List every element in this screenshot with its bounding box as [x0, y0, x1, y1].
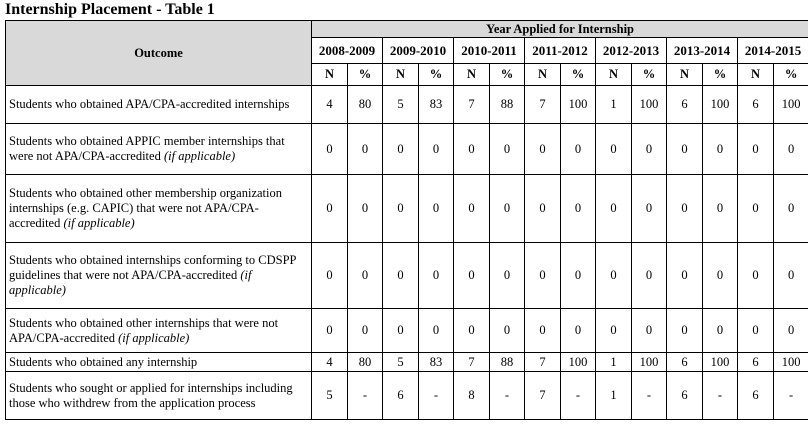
percent-header: %: [774, 64, 808, 86]
outcome-label-cell: [6, 309, 312, 353]
n-cell: 0: [596, 243, 632, 309]
percent-cell: 0: [419, 309, 454, 353]
percent-cell: 100: [703, 353, 738, 372]
percent-cell: 0: [774, 124, 808, 175]
percent-cell: 80: [348, 353, 383, 372]
n-cell: 0: [596, 124, 632, 175]
percent-header: %: [419, 64, 454, 86]
n-cell: 6: [738, 353, 774, 372]
n-cell: 0: [667, 175, 703, 243]
percent-cell: 100: [774, 353, 808, 372]
table-row: [6, 124, 808, 175]
n-cell: 0: [667, 243, 703, 309]
outcome-note: (if applicable): [118, 330, 190, 345]
table-title: Internship Placement - Table 1: [5, 1, 215, 18]
n-cell: 1: [596, 372, 632, 420]
year-header: 2009-2010: [383, 38, 454, 64]
percent-cell: 0: [774, 175, 808, 243]
n-cell: 5: [383, 86, 419, 124]
outcome-label: Students who obtained any internship: [9, 354, 198, 369]
n-cell: 7: [525, 353, 561, 372]
outcome-label: Students who obtained APPIC member internships that were not APA/CPA-accredited: [9, 134, 285, 163]
percent-cell: 88: [490, 353, 525, 372]
percent-header: %: [490, 64, 525, 86]
internship-placement-table: [5, 20, 808, 420]
percent-cell: 0: [419, 124, 454, 175]
n-cell: 0: [312, 243, 348, 309]
percent-cell: 100: [632, 86, 667, 124]
outcome-note: (if applicable): [63, 216, 135, 230]
n-cell: 0: [738, 175, 774, 243]
percent-cell: 83: [419, 353, 454, 372]
percent-cell: 0: [490, 309, 525, 353]
outcome-note: (if applicable): [163, 149, 236, 163]
percent-cell: 0: [774, 243, 808, 309]
n-cell: 0: [667, 124, 703, 175]
percent-cell: 0: [632, 243, 667, 309]
outcome-label: Students who obtained internships conforming to CDSPP guidelines that were not APA/CPA-accredited: [9, 253, 297, 282]
percent-cell: -: [703, 372, 738, 420]
n-cell: 0: [525, 309, 561, 353]
percent-cell: 0: [490, 243, 525, 309]
percent-cell: 0: [561, 124, 596, 175]
table-row: [6, 372, 808, 420]
outcome-header: [6, 21, 312, 86]
outcome-label: Students who obtained APA/CPA-accredited internships: [9, 97, 290, 111]
n-cell: 0: [738, 124, 774, 175]
percent-cell: 0: [348, 309, 383, 353]
n-cell: 5: [383, 353, 419, 372]
n-cell: 0: [454, 243, 490, 309]
n-header: N: [525, 64, 561, 86]
percent-header: %: [632, 64, 667, 86]
n-cell: 7: [454, 86, 490, 124]
table-row: [6, 175, 808, 243]
n-cell: 6: [383, 372, 419, 420]
n-cell: 0: [454, 309, 490, 353]
percent-cell: 0: [632, 175, 667, 243]
n-cell: 5: [312, 372, 348, 420]
n-cell: 1: [596, 86, 632, 124]
percent-cell: 0: [703, 124, 738, 175]
n-cell: 1: [596, 353, 632, 372]
n-header: N: [667, 64, 703, 86]
n-cell: 6: [667, 372, 703, 420]
n-cell: 0: [383, 309, 419, 353]
percent-cell: 0: [490, 124, 525, 175]
table-row: [6, 243, 808, 309]
percent-cell: 0: [490, 175, 525, 243]
n-cell: 4: [312, 353, 348, 372]
percent-cell: 0: [348, 243, 383, 309]
n-cell: 0: [738, 243, 774, 309]
n-cell: 7: [525, 86, 561, 124]
n-cell: 7: [525, 372, 561, 420]
percent-cell: 100: [703, 86, 738, 124]
n-cell: 0: [454, 175, 490, 243]
table-row: [6, 309, 808, 353]
year-header: 2013-2014: [667, 38, 738, 64]
n-header: N: [454, 64, 490, 86]
percent-cell: 0: [561, 309, 596, 353]
outcome-header-label: Outcome: [134, 45, 183, 60]
percent-cell: 0: [632, 309, 667, 353]
year-header: 2012-2013: [596, 38, 667, 64]
percent-cell: 0: [561, 243, 596, 309]
percent-cell: -: [774, 372, 808, 420]
percent-cell: 83: [419, 86, 454, 124]
year-group-header: Year Applied for Internship: [312, 21, 808, 38]
percent-cell: 88: [490, 86, 525, 124]
percent-header: %: [561, 64, 596, 86]
percent-cell: -: [348, 372, 383, 420]
n-cell: 7: [454, 353, 490, 372]
percent-cell: -: [561, 372, 596, 420]
percent-cell: 100: [561, 86, 596, 124]
n-cell: 0: [525, 124, 561, 175]
percent-header: %: [703, 64, 738, 86]
outcome-label: Students who obtained other membership organization internships (e.g. CAPIC) that were not APA/CPA-accredited: [9, 186, 282, 230]
n-cell: 4: [312, 86, 348, 124]
percent-cell: 0: [703, 243, 738, 309]
percent-cell: 100: [774, 86, 808, 124]
percent-cell: -: [419, 372, 454, 420]
outcome-label-cell: [6, 243, 312, 309]
year-header: 2008-2009: [312, 38, 383, 64]
n-cell: 0: [383, 243, 419, 309]
n-cell: 0: [667, 309, 703, 353]
table-row: [6, 86, 808, 124]
percent-cell: 0: [348, 175, 383, 243]
outcome-label: Students who obtained other internships that were not APA/CPA-accredited: [9, 315, 279, 345]
n-cell: 0: [596, 309, 632, 353]
percent-cell: 0: [348, 124, 383, 175]
n-cell: 8: [454, 372, 490, 420]
n-cell: 0: [738, 309, 774, 353]
year-header: 2010-2011: [454, 38, 525, 64]
percent-cell: 80: [348, 86, 383, 124]
n-cell: 6: [738, 86, 774, 124]
n-cell: 6: [667, 353, 703, 372]
outcome-note: (if applicable): [9, 268, 252, 297]
percent-cell: -: [490, 372, 525, 420]
outcome-label-cell: [6, 372, 312, 420]
percent-cell: 0: [703, 309, 738, 353]
n-cell: 6: [738, 372, 774, 420]
n-header: N: [738, 64, 774, 86]
year-header: 2014-2015: [738, 38, 808, 64]
percent-cell: 100: [561, 353, 596, 372]
percent-cell: 0: [419, 175, 454, 243]
n-cell: 0: [454, 124, 490, 175]
year-header: 2011-2012: [525, 38, 596, 64]
percent-cell: 0: [419, 243, 454, 309]
n-cell: 0: [312, 175, 348, 243]
n-cell: 0: [525, 243, 561, 309]
n-header: N: [596, 64, 632, 86]
percent-header: %: [348, 64, 383, 86]
outcome-label-cell: [6, 175, 312, 243]
percent-cell: 100: [632, 353, 667, 372]
table-row: [6, 353, 808, 372]
outcome-label-cell: [6, 86, 312, 124]
n-cell: 0: [312, 124, 348, 175]
n-cell: 0: [596, 175, 632, 243]
percent-cell: 0: [774, 309, 808, 353]
n-cell: 0: [383, 175, 419, 243]
n-cell: 0: [525, 175, 561, 243]
outcome-label: Students who sought or applied for internships including those who withdrew from the application process: [9, 380, 293, 410]
n-cell: 0: [312, 309, 348, 353]
percent-cell: 0: [561, 175, 596, 243]
percent-cell: 0: [703, 175, 738, 243]
percent-cell: -: [632, 372, 667, 420]
outcome-label-cell: [6, 124, 312, 175]
outcome-label-cell: [6, 353, 312, 372]
n-header: N: [383, 64, 419, 86]
n-cell: 0: [383, 124, 419, 175]
n-cell: 6: [667, 86, 703, 124]
percent-cell: 0: [632, 124, 667, 175]
n-header: N: [312, 64, 348, 86]
